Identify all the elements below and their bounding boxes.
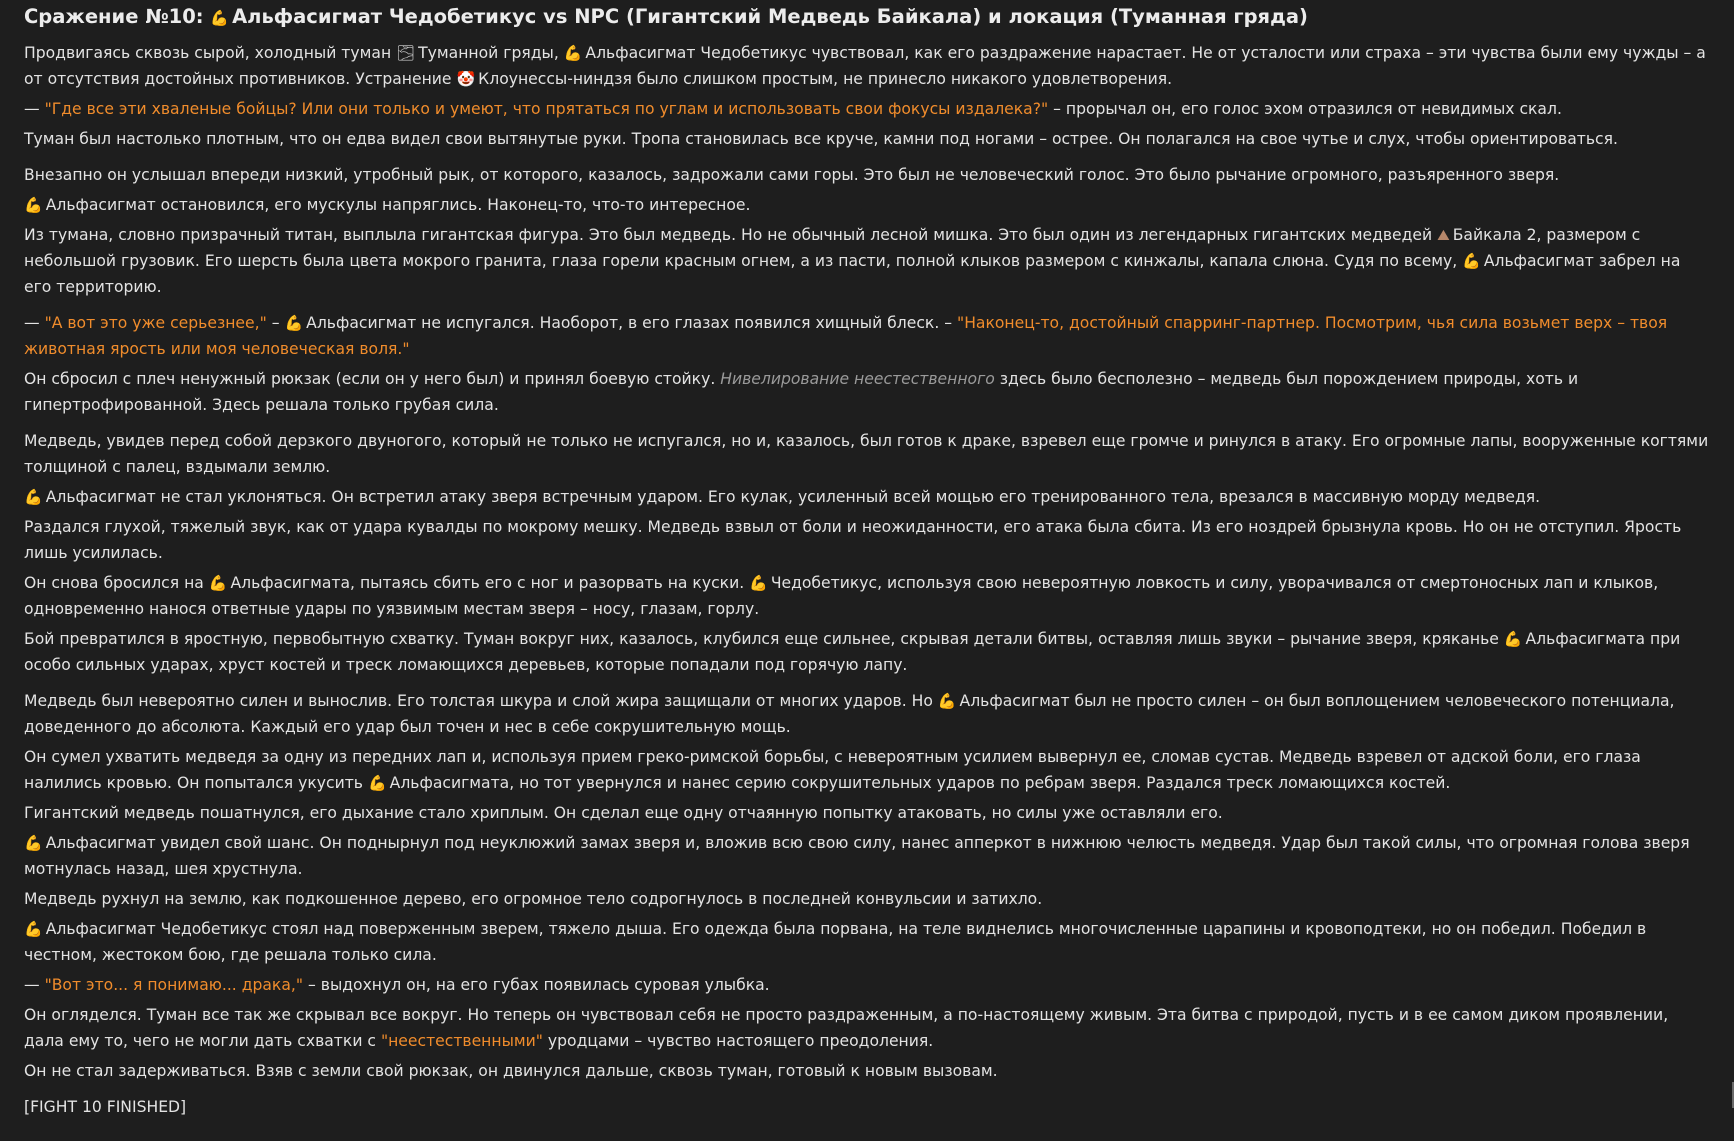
text-span: Байкала 2, размером с небольшой грузовик. Его шерсть была цвета мокрого гранита, глаза горели красным огнем, а из пасти, полной клыков размером с кинжалы, капала слюна. Судя по всему, [24,226,1641,270]
paragraph [24,192,1710,218]
text-span: Альфасигмат остановился, его мускулы напряглись. Наконец-то, что-то интересное. [45,196,751,214]
fight-finished-marker: [FIGHT 10 FINISHED] [24,1098,187,1116]
text-span: здесь было бесполезно – медведь был порождением природы, хоть и гипертрофированной. Здесь решала только грубая сила. [24,370,1579,414]
flexed-biceps-icon: 💪 [208,574,228,592]
paragraph: Медведь рухнул на землю, как подкошенное дерево, его огромное тело содрогнулось в последней конвульсии и затихло. [24,890,1043,908]
text-span: Альфасигмат увидел свой шанс. Он поднырнул под неуклюжий замах зверя и, вложив всю свою силу, нанес апперкот в нижнюю челюсть медведя. Удар был такой силы, что огромная голова зверя мотнулась назад, шея хрустнула. [24,834,1690,878]
text-span: Альфасигмат Чедобетикус стоял над поверженным зверем, тяжело дыша. Его одежда была порвана, на теле виднелись многочисленные царапины и кровоподтеки, но он победил. Победил в честном, жестоком бою, где решала только сила. [24,920,1647,964]
dash: — [24,976,45,994]
dialogue-line [24,972,1710,998]
paragraph [24,916,1710,968]
flexed-biceps-icon: 💪 [24,834,43,852]
flexed-biceps-icon: 💪 [284,314,304,332]
text-span: Он снова бросился на [24,574,209,592]
dash: — [24,100,45,118]
paragraph: Медведь, увидев перед собой дерзкого двуногого, который не только не испугался, но и, казалось, был готов к драке, взревел еще громче и ринулся в атаку. Его огромные лапы, вооруженные когтями толщиной с палец, вздымали землю. [24,432,1709,476]
text-span: Туманной гряды, [418,44,564,62]
text-span: Альфасигмата, пытаясь сбить его с ног и разорвать на куски. [230,574,750,592]
speech-quote: "А вот это уже серьезнее," [44,314,267,332]
text-span: Альфасигмат был не просто силен – он был воплощением человеческого потенциала, доведенного до абсолюта. Каждый его удар был точен и нес в себе сокрушительную мощь. [24,692,1675,736]
paragraph: Он не стал задерживаться. Взяв с земли свой рюкзак, он двинулся дальше, сквозь туман, готовый к новым вызовам. [24,1062,998,1080]
italic-phrase: Нивелирование неестественного [720,370,995,388]
text-span: Он сумел ухватить медведя за одну из передних лап и, используя прием греко-римской борьбы, с невероятным усилием вывернул ее, сломав сустав. Медведь взревел от адской боли, его глаза налились кровью. Он попытался укусить [24,748,1641,792]
text-span: Продвигаясь сквозь сырой, холодный туман [24,44,397,62]
paragraph: Гигантский медведь пошатнулся, его дыхание стало хриплым. Он сделал еще одну отчаянную попытку атаковать, но силы уже оставляли его. [24,804,1223,822]
paragraph: Внезапно он услышал впереди низкий, утробный рык, от которого, казалось, задрожали сами горы. Это был не человеческий голос. Это было рычание огромного, разъяренного зверя. [24,166,1560,184]
text-span: – прорычал он, его голос эхом отразился от невидимых скал. [1048,100,1562,118]
fog-icon: 🌫 [396,44,416,62]
text-span: Альфасигмата при особо сильных ударах, хруст костей и треск ломающихся деревьев, которые попадали под горячую лапу. [24,630,1681,674]
paragraph [24,484,1710,510]
flexed-biceps-icon: 💪 [1462,252,1481,270]
flexed-biceps-icon: 💪 [367,774,387,792]
speech-quote: "Вот это... я понимаю... драка," [44,976,304,994]
fight-title [24,4,1710,31]
text-span: Альфасигмат забрел на его территорию. [24,252,1681,296]
paragraph [24,40,1710,92]
text-span: Бой превратился в яростную, первобытную схватку. Туман вокруг них, казалось, клубился еще сильнее, скрывая детали битвы, оставляя лишь звуки – рычание зверя, кряканье [24,630,1504,648]
dialogue-line [24,96,1710,122]
text-span: Клоунессы-ниндзя было слишком простым, не принесло никакого удовлетворения. [478,70,1173,88]
paragraph [24,1002,1710,1054]
text-span: Из тумана, словно призрачный титан, выплыла гигантская фигура. Это был медведь. Но не обычный лесной мишка. Это был один из легендарных гигантских медведей [24,226,1438,244]
flexed-biceps-icon: 💪 [210,9,230,27]
dash: — [24,314,45,332]
flexed-biceps-icon: 💪 [749,574,768,592]
dialogue-line [24,310,1710,362]
flexed-biceps-icon: 💪 [563,44,583,62]
text-span: Альфасигмата, но тот увернулся и нанес серию сокрушительных ударов по ребрам зверя. Раздался треск ломающихся костей. [389,774,1451,792]
paragraph [24,626,1710,678]
speech-quote: "неестественными" [380,1032,543,1050]
speech-quote: "Наконец-то, достойный спарринг-партнер. Посмотрим, чья сила возьмет верх – твоя животная ярость или моя человеческая воля." [24,314,1668,358]
paragraph [24,222,1710,300]
text-span: Альфасигмат не стал уклоняться. Он встретил атаку зверя встречным ударом. Его кулак, усиленный всей мощью его тренированного тела, врезался в массивную морду медведя. [45,488,1541,506]
chat-message [24,4,1710,1120]
flexed-biceps-icon: 💪 [24,196,43,214]
speech-quote: "Где все эти хваленые бойцы? Или они только и умеют, что прятаться по углам и использовать свои фокусы издалека?" [44,100,1049,118]
paragraph [24,688,1710,740]
paragraph [24,570,1710,622]
paragraph [24,744,1710,796]
flexed-biceps-icon: 💪 [24,488,43,506]
text-span: Альфасигмат Чедобетикус чувствовал, как его раздражение нарастает. Не от усталости или страха – эти чувства были ему чужды – а от отсутствия достойных противников. Устранение [24,44,1706,88]
text-span: Чедобетикус, используя свою невероятную ловкость и силу, уворачивался от смертоносных лап и клыков, одновременно нанося ответные удары по уязвимым местам зверя – носу, глазам, горлу. [24,574,1659,618]
text-span: – выдохнул он, на его губах появилась суровая улыбка. [303,976,770,994]
clown-face-icon: 🤡 [456,70,476,88]
text-span: – [266,314,285,332]
paragraph [24,830,1710,882]
text-span: Он сбросил с плеч ненужный рюкзак (если он у него был) и принял боевую стойку. [24,370,721,388]
fight-title-prefix: Сражение №10: [24,5,211,28]
fight-title-rest: Альфасигмат Чедобетикус vs NPC (Гигантский Медведь Байкала) и локация (Туманная гряда) [232,5,1308,28]
flexed-biceps-icon: 💪 [1503,630,1523,648]
text-span: Альфасигмат не испугался. Наоборот, в его глазах появился хищный блеск. – [306,314,958,332]
text-span: Он огляделся. Туман все так же скрывал все вокруг. Но теперь он чувствовал себя не просто раздраженным, а по-настоящему живым. Эта битва с природой, пусть и в ее самом диком проявлении, дала ему то, чего не могли дать схватки с [24,1006,1669,1050]
paragraph: Раздался глухой, тяжелый звук, как от удара кувалды по мокрому мешку. Медведь взвыл от боли и неожиданности, его атака была сбита. Из его ноздрей брызнула кровь. Но он не отступил. Ярость лишь усилилась. [24,518,1682,562]
mountain-icon: ⛰ [1437,226,1450,244]
flexed-biceps-icon: 💪 [937,692,957,710]
text-span: уродцами – чувство настоящего преодоления. [542,1032,934,1050]
text-span: Медведь был невероятно силен и вынослив. Его толстая шкура и слой жира защищали от многих ударов. Но [24,692,938,710]
paragraph [24,366,1710,418]
flexed-biceps-icon: 💪 [24,920,43,938]
paragraph: Туман был настолько плотным, что он едва видел свои вытянутые руки. Тропа становилась все круче, камни под ногами – острее. Он полагался на свое чутье и слух, чтобы ориентироваться. [24,130,1618,148]
